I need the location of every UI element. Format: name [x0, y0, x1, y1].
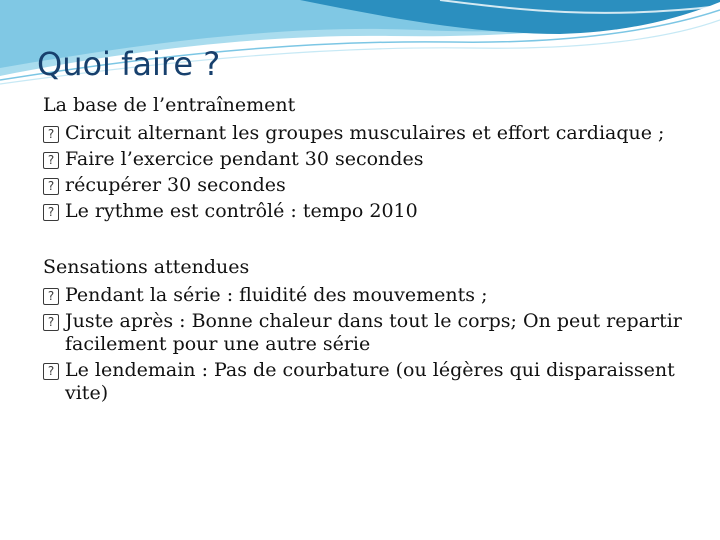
- section-expected-sensations: [43, 253, 683, 405]
- section-spacer: [43, 225, 683, 253]
- list-item: [43, 122, 683, 145]
- replacement-character-icon: ?: [43, 314, 59, 331]
- list-item: [43, 148, 683, 171]
- replacement-character-icon: ?: [43, 178, 59, 195]
- bullet-text: Faire l’exercice pendant 30 secondes: [65, 148, 424, 170]
- slide-content: [43, 91, 683, 407]
- section-heading: La base de l’entraînement: [43, 94, 296, 116]
- replacement-character-icon: ?: [43, 152, 59, 169]
- list-item: [43, 284, 683, 307]
- slide-title: Quoi faire ?: [37, 45, 221, 83]
- list-item: [43, 174, 683, 197]
- bullet-text: Le lendemain : Pas de courbature (ou légères qui disparaissent vite): [65, 359, 675, 404]
- replacement-character-icon: ?: [43, 126, 59, 143]
- bullet-text: récupérer 30 secondes: [65, 174, 286, 196]
- replacement-character-icon: ?: [43, 363, 59, 380]
- list-item: [43, 359, 683, 405]
- section-heading: Sensations attendues: [43, 256, 250, 278]
- bullet-text: Juste après : Bonne chaleur dans tout le corps; On peut repartir facilement pour une autre série: [65, 310, 682, 355]
- bullet-text: Pendant la série : fluidité des mouvements ;: [65, 284, 488, 306]
- section-training-basics: [43, 91, 683, 223]
- bullet-text: Le rythme est contrôlé : tempo 2010: [65, 200, 418, 222]
- replacement-character-icon: ?: [43, 204, 59, 221]
- list-item: [43, 310, 683, 356]
- bullet-text: Circuit alternant les groupes musculaires et effort cardiaque ;: [65, 122, 665, 144]
- replacement-character-icon: ?: [43, 288, 59, 305]
- list-item: [43, 200, 683, 223]
